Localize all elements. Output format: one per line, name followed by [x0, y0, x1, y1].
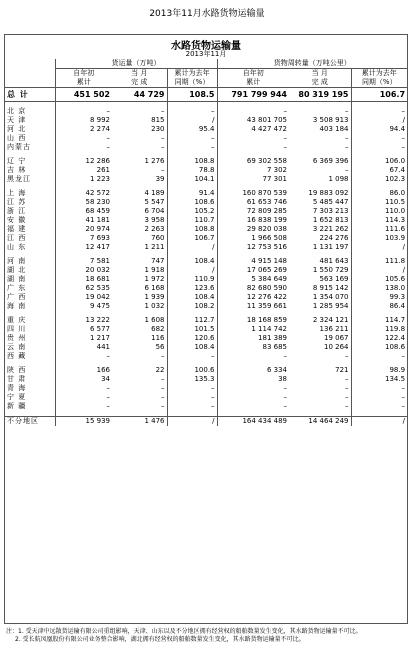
value-cell-c-ytd: 2 274 [89, 125, 110, 133]
region-cell: 内蒙古 [5, 143, 55, 152]
value-cell-c-yoy: – [167, 393, 217, 402]
table-row [5, 384, 407, 393]
value-cell-c-month: – [161, 166, 165, 174]
value-cell-t-ytd: – [217, 352, 289, 361]
value-cell-t-ytd: 160 870 539 [217, 189, 289, 198]
value-cell-t-month: – [345, 402, 349, 410]
value-cell-t-month: 6 369 396 [312, 157, 349, 165]
value-cell-c-ytd: – [106, 393, 110, 401]
header-cargo-yoy: 累计为去年 [167, 69, 217, 79]
region-cell: 安 徽 [5, 216, 55, 225]
table-row [5, 157, 407, 166]
value-cell-t-month: 563 169 [319, 275, 349, 283]
value-cell-c-month: 116 [151, 334, 165, 342]
region-cell: 江 西 [5, 234, 55, 243]
region-cell: 四 川 [5, 325, 55, 334]
value-cell-c-month: 1 476 [112, 417, 167, 427]
region-cell: 青 海 [5, 384, 55, 393]
table-row [5, 234, 407, 243]
value-cell-t-month: 10 264 [324, 343, 349, 351]
table-title: 水路货物运输量 [171, 41, 241, 52]
value-cell-t-ytd: 12 753 516 [217, 243, 289, 252]
footnote-1: 注：1. 受天津中远散货运输有限公司重组影响，天津、山东以及不分地区拥有经营权的船舶数量发生变化，其水路货物运输量不可比。 [6, 628, 362, 635]
value-cell-t-ytd: 17 065 269 [217, 266, 289, 275]
table-row [5, 134, 407, 143]
value-cell-c-yoy: 95.4 [167, 125, 217, 134]
value-cell-t-yoy: / [351, 116, 407, 125]
value-cell-c-ytd: 9 475 [89, 302, 110, 310]
value-cell-t-yoy: 86.4 [351, 302, 407, 311]
header-turnover-ytd: 自年初 [217, 69, 289, 79]
value-cell-t-yoy: 134.5 [351, 375, 407, 384]
value-cell-c-yoy: / [167, 116, 217, 125]
value-cell-t-month: 5 485 447 [312, 198, 349, 206]
value-cell-c-yoy: – [167, 352, 217, 361]
region-cell: 广 西 [5, 293, 55, 302]
region-cell: 不分地区 [5, 417, 55, 427]
value-cell-t-month: 8 915 142 [312, 284, 349, 292]
value-cell-t-ytd: 5 384 649 [217, 275, 289, 284]
value-cell-t-yoy: 111.8 [351, 257, 407, 266]
value-cell-c-month: 4 189 [144, 189, 165, 197]
header-row-columns [5, 69, 407, 79]
value-cell-c-month: 6 704 [144, 207, 165, 215]
table-row [5, 143, 407, 152]
table-row [5, 275, 407, 284]
value-cell-t-ytd: – [217, 107, 289, 116]
value-cell-t-yoy: – [351, 107, 407, 116]
value-cell-c-ytd: 13 222 [85, 316, 110, 324]
value-cell-t-ytd: 181 389 [217, 334, 289, 343]
header-cargo-ytd-sub: 累计 [55, 78, 112, 88]
table-row [5, 116, 407, 125]
value-cell-t-yoy: / [351, 417, 407, 427]
value-cell-c-month: – [161, 393, 165, 401]
value-cell-c-yoy: – [167, 143, 217, 152]
value-cell-t-month: 1 285 954 [312, 302, 349, 310]
table-row [5, 225, 407, 234]
region-cell: 总 计 [5, 88, 55, 102]
region-cell: 云 南 [5, 343, 55, 352]
value-cell-c-month: 1 276 [144, 157, 165, 165]
value-cell-t-ytd: 6 334 [217, 366, 289, 375]
table-row [5, 334, 407, 343]
value-cell-t-ytd: – [217, 143, 289, 152]
value-cell-t-ytd: 11 359 661 [217, 302, 289, 311]
value-cell-t-ytd: 38 [217, 375, 289, 384]
value-cell-t-month: 481 643 [319, 257, 349, 265]
value-cell-c-ytd: 261 [96, 166, 110, 174]
header-cargo-month-sub: 完 成 [112, 78, 167, 88]
value-cell-t-month: 403 184 [319, 125, 349, 133]
header-corner [5, 69, 55, 79]
region-cell: 黑龙江 [5, 175, 55, 184]
table-row [5, 325, 407, 334]
value-cell-t-yoy: 111.6 [351, 225, 407, 234]
value-cell-c-ytd: 20 032 [85, 266, 110, 274]
region-cell: 吉 林 [5, 166, 55, 175]
value-cell-t-ytd: 69 302 558 [217, 157, 289, 166]
footnotes [6, 628, 410, 644]
value-cell-t-yoy: / [351, 243, 407, 252]
value-cell-c-month: 682 [151, 325, 165, 333]
value-cell-t-ytd: 4 915 148 [217, 257, 289, 266]
value-cell-c-ytd: 15 939 [55, 417, 112, 427]
value-cell-c-ytd: 1 223 [89, 175, 110, 183]
value-cell-c-yoy: – [167, 134, 217, 143]
value-cell-t-yoy: 67.4 [351, 166, 407, 175]
value-cell-c-month: 44 729 [112, 88, 167, 102]
value-cell-c-ytd: 1 217 [89, 334, 110, 342]
value-cell-c-ytd: 451 502 [55, 88, 112, 102]
value-cell-c-month: 6 168 [144, 284, 165, 292]
region-cell: 湖 北 [5, 266, 55, 275]
value-cell-t-yoy: / [351, 266, 407, 275]
value-cell-t-ytd: 1 114 742 [217, 325, 289, 334]
value-cell-t-ytd: 16 838 199 [217, 216, 289, 225]
table-row [5, 166, 407, 175]
value-cell-c-yoy: 108.4 [167, 343, 217, 352]
region-cell: 宁 夏 [5, 393, 55, 402]
value-cell-c-month: 230 [151, 125, 165, 133]
value-cell-c-yoy: / [167, 243, 217, 252]
value-cell-c-month: – [161, 384, 165, 392]
value-cell-c-yoy: 91.4 [167, 189, 217, 198]
value-cell-t-yoy: 106.7 [351, 88, 407, 102]
value-cell-t-yoy: 98.9 [351, 366, 407, 375]
header-cargo-group: 货运量（万吨） [55, 59, 217, 69]
value-cell-t-month: 80 319 195 [289, 88, 351, 102]
value-cell-t-ytd: – [217, 402, 289, 411]
value-cell-c-ytd: 20 974 [85, 225, 110, 233]
table-row [5, 375, 407, 384]
value-cell-c-month: 5 547 [144, 198, 165, 206]
value-cell-c-ytd: 6 577 [89, 325, 110, 333]
header-corner [5, 59, 55, 69]
value-cell-t-month: 2 324 121 [312, 316, 349, 324]
value-cell-t-ytd: – [217, 393, 289, 402]
value-cell-c-month: 760 [151, 234, 165, 242]
value-cell-t-yoy: 106.0 [351, 157, 407, 166]
value-cell-c-yoy: / [167, 417, 217, 427]
table-row [5, 352, 407, 361]
header-turnover-yoy: 累计为去年 [351, 69, 407, 79]
region-cell: 山 东 [5, 243, 55, 252]
table-row [5, 316, 407, 325]
value-cell-c-yoy: 120.6 [167, 334, 217, 343]
region-cell: 重 庆 [5, 316, 55, 325]
value-cell-t-yoy: 99.3 [351, 293, 407, 302]
header-cargo-ytd: 自年初 [73, 69, 95, 77]
table-row [5, 393, 407, 402]
value-cell-t-ytd: 61 653 746 [217, 198, 289, 207]
value-cell-c-ytd: – [106, 402, 110, 410]
value-cell-t-yoy: 94.4 [351, 125, 407, 134]
value-cell-c-yoy: 100.6 [167, 366, 217, 375]
value-cell-c-month: 1 032 [144, 302, 165, 310]
table-row [5, 343, 407, 352]
header-cargo-month: 当 月 [131, 69, 148, 77]
header-turnover-ytd-sub: 累计 [217, 78, 289, 88]
value-cell-t-month: 136 211 [319, 325, 349, 333]
table-row [5, 293, 407, 302]
region-cell: 山 西 [5, 134, 55, 143]
value-cell-c-yoy: 108.8 [167, 225, 217, 234]
value-cell-c-month: – [161, 143, 165, 151]
table-row [5, 266, 407, 275]
table-row [5, 302, 407, 311]
table-row [5, 284, 407, 293]
value-cell-c-ytd: 62 535 [85, 284, 110, 292]
value-cell-t-ytd: 83 685 [217, 343, 289, 352]
region-cell: 陕 西 [5, 366, 55, 375]
value-cell-c-ytd: 7 581 [89, 257, 110, 265]
value-cell-t-month: 224 276 [319, 234, 349, 242]
value-cell-c-ytd: 34 [101, 375, 110, 383]
value-cell-t-yoy: 86.0 [351, 189, 407, 198]
value-cell-t-month: 7 303 213 [312, 207, 349, 215]
value-cell-t-ytd: 72 809 285 [217, 207, 289, 216]
region-cell: 上 海 [5, 189, 55, 198]
value-cell-c-yoy: / [167, 266, 217, 275]
value-cell-c-ytd: 58 230 [85, 198, 110, 206]
value-cell-c-month: 56 [155, 343, 165, 351]
table-row [5, 366, 407, 375]
header-turnover-month: 当 月 [311, 69, 328, 77]
value-cell-t-month: 3 221 262 [312, 225, 349, 233]
region-cell: 辽 宁 [5, 157, 55, 166]
region-cell: 广 东 [5, 284, 55, 293]
value-cell-c-month: 747 [151, 257, 165, 265]
value-cell-c-yoy: 108.5 [167, 88, 217, 102]
value-cell-t-month: 14 464 249 [289, 417, 351, 427]
header-turnover-month-sub: 完 成 [289, 78, 351, 88]
region-cell: 河 南 [5, 257, 55, 266]
value-cell-t-yoy: 110.5 [351, 198, 407, 207]
value-cell-t-ytd: 12 276 422 [217, 293, 289, 302]
table-row [5, 216, 407, 225]
table-subtitle: 2013年11月 [185, 50, 227, 58]
header-row-group [5, 59, 407, 69]
value-cell-c-month: 22 [155, 366, 165, 374]
value-cell-c-yoy: 110.7 [167, 216, 217, 225]
value-cell-t-yoy: 105.6 [351, 275, 407, 284]
table-row [5, 189, 407, 198]
value-cell-t-month: 19 067 [324, 334, 349, 342]
value-cell-t-month: 19 883 092 [308, 189, 349, 197]
table-body [5, 59, 407, 426]
value-cell-c-month: – [161, 402, 165, 410]
value-cell-t-month: 1 098 [328, 175, 349, 183]
value-cell-t-ytd: 164 434 489 [217, 417, 289, 427]
value-cell-c-month: 1 918 [144, 266, 165, 274]
table-row [5, 207, 407, 216]
value-cell-c-ytd: – [106, 134, 110, 142]
value-cell-t-month: – [345, 352, 349, 360]
value-cell-c-ytd: 12 286 [85, 157, 110, 165]
value-cell-c-ytd: 8 992 [89, 116, 110, 124]
value-cell-c-ytd: – [106, 143, 110, 151]
value-cell-c-ytd: 166 [96, 366, 110, 374]
value-cell-t-ytd: 1 966 508 [217, 234, 289, 243]
header-turnover-yoy-sub: 同期（%） [351, 78, 407, 88]
value-cell-t-month: – [345, 393, 349, 401]
region-cell: 北 京 [5, 107, 55, 116]
value-cell-c-ytd: 18 681 [85, 275, 110, 283]
table-row [5, 243, 407, 252]
value-cell-t-ytd: – [217, 134, 289, 143]
value-cell-t-month: 1 131 197 [312, 243, 349, 251]
value-cell-c-yoy: – [167, 384, 217, 393]
table-row [5, 125, 407, 134]
value-cell-c-yoy: 108.4 [167, 293, 217, 302]
value-cell-c-month: 2 263 [144, 225, 165, 233]
value-cell-c-yoy: 108.4 [167, 257, 217, 266]
value-cell-t-month: 721 [335, 366, 349, 374]
value-cell-t-month: – [345, 166, 349, 174]
value-cell-t-month: – [345, 134, 349, 142]
value-cell-c-ytd: 19 042 [85, 293, 110, 301]
outer-title: 2013年11月水路货物运输量 [149, 9, 265, 19]
value-cell-c-ytd: 441 [96, 343, 110, 351]
unallocated-row [5, 417, 407, 427]
header-cargo-yoy-sub: 同期（%） [167, 78, 217, 88]
value-cell-c-yoy: – [167, 107, 217, 116]
value-cell-c-yoy: 108.8 [167, 157, 217, 166]
value-cell-t-month: – [345, 375, 349, 383]
table-row [5, 257, 407, 266]
value-cell-t-yoy: 119.8 [351, 325, 407, 334]
value-cell-c-ytd: 41 181 [85, 216, 110, 224]
value-cell-c-month: 1 972 [144, 275, 165, 283]
value-cell-c-yoy: 105.2 [167, 207, 217, 216]
value-cell-t-ytd: 18 168 859 [217, 316, 289, 325]
value-cell-t-month: 3 508 913 [312, 116, 349, 124]
table-row [5, 107, 407, 116]
value-cell-c-month: 1 211 [144, 243, 165, 251]
value-cell-c-month: – [161, 352, 165, 360]
value-cell-t-ytd: – [217, 384, 289, 393]
region-cell: 海 南 [5, 302, 55, 311]
value-cell-c-yoy: 112.7 [167, 316, 217, 325]
value-cell-t-yoy: – [351, 402, 407, 411]
value-cell-t-yoy: 138.0 [351, 284, 407, 293]
value-cell-c-yoy: 108.6 [167, 198, 217, 207]
value-cell-t-ytd: 791 799 944 [217, 88, 289, 102]
value-cell-c-yoy: 108.2 [167, 302, 217, 311]
value-cell-c-yoy: 123.6 [167, 284, 217, 293]
value-cell-t-yoy: – [351, 143, 407, 152]
value-cell-c-ytd: – [106, 107, 110, 115]
region-cell: 贵 州 [5, 334, 55, 343]
region-cell: 西 藏 [5, 352, 55, 361]
header-corner [5, 78, 55, 88]
value-cell-c-month: 39 [155, 175, 165, 183]
value-cell-t-month: 1 354 070 [312, 293, 349, 301]
value-cell-t-yoy: 114.7 [351, 316, 407, 325]
value-cell-c-yoy: 101.5 [167, 325, 217, 334]
value-cell-c-month: 1 939 [144, 293, 165, 301]
value-cell-t-ytd: 29 820 038 [217, 225, 289, 234]
value-cell-t-yoy: 110.0 [351, 207, 407, 216]
value-cell-t-yoy: 114.3 [351, 216, 407, 225]
value-cell-c-yoy: 110.9 [167, 275, 217, 284]
value-cell-c-ytd: – [106, 352, 110, 360]
region-cell: 天 津 [5, 116, 55, 125]
value-cell-t-yoy: – [351, 384, 407, 393]
value-cell-c-month: 3 958 [144, 216, 165, 224]
region-cell: 湖 南 [5, 275, 55, 284]
value-cell-t-ytd: 4 427 472 [217, 125, 289, 134]
value-cell-c-yoy: 135.3 [167, 375, 217, 384]
value-cell-t-yoy: 103.9 [351, 234, 407, 243]
header-turnover-group: 货物周转量（万吨公里） [217, 59, 407, 69]
value-cell-c-ytd: 68 459 [85, 207, 110, 215]
region-cell: 江 苏 [5, 198, 55, 207]
region-cell: 河 北 [5, 125, 55, 134]
value-cell-t-month: – [345, 384, 349, 392]
header-row-sub [5, 78, 407, 88]
value-cell-t-ytd: 43 801 705 [217, 116, 289, 125]
value-cell-c-yoy: 104.1 [167, 175, 217, 184]
table-row [5, 198, 407, 207]
table-row [5, 402, 407, 411]
value-cell-c-ytd: 7 693 [89, 234, 110, 242]
value-cell-t-yoy: – [351, 134, 407, 143]
statistics-table-frame [4, 34, 408, 624]
value-cell-c-yoy: – [167, 402, 217, 411]
region-cell: 新 疆 [5, 402, 55, 411]
region-cell: 甘 肃 [5, 375, 55, 384]
value-cell-t-yoy: 108.6 [351, 343, 407, 352]
value-cell-t-month: – [345, 143, 349, 151]
value-cell-c-ytd: 42 572 [85, 189, 110, 197]
value-cell-t-yoy: 102.3 [351, 175, 407, 184]
value-cell-t-ytd: 77 301 [217, 175, 289, 184]
table-row [5, 175, 407, 184]
value-cell-c-month: 1 608 [144, 316, 165, 324]
value-cell-t-ytd: 82 680 590 [217, 284, 289, 293]
value-cell-t-ytd: 7 302 [217, 166, 289, 175]
value-cell-c-yoy: 106.7 [167, 234, 217, 243]
region-cell: 福 建 [5, 225, 55, 234]
value-cell-t-month: 1 550 729 [312, 266, 349, 274]
statistics-table [5, 59, 407, 426]
value-cell-t-yoy: – [351, 393, 407, 402]
value-cell-c-month: 815 [151, 116, 165, 124]
value-cell-c-ytd: – [106, 384, 110, 392]
region-cell: 浙 江 [5, 207, 55, 216]
total-row [5, 88, 407, 102]
value-cell-c-month: – [161, 107, 165, 115]
value-cell-c-month: – [161, 375, 165, 383]
value-cell-t-yoy: 122.4 [351, 334, 407, 343]
value-cell-c-yoy: 78.8 [167, 166, 217, 175]
value-cell-c-ytd: 12 417 [85, 243, 110, 251]
value-cell-t-yoy: – [351, 352, 407, 361]
value-cell-t-month: 1 652 813 [312, 216, 349, 224]
footnote-2: 2. 受长航凤凰股份有限公司业务整合影响，湖北拥有经营权的船舶数量发生变化，其水路货物运输量不可比。 [15, 636, 305, 643]
value-cell-c-month: – [161, 134, 165, 142]
value-cell-t-month: – [345, 107, 349, 115]
